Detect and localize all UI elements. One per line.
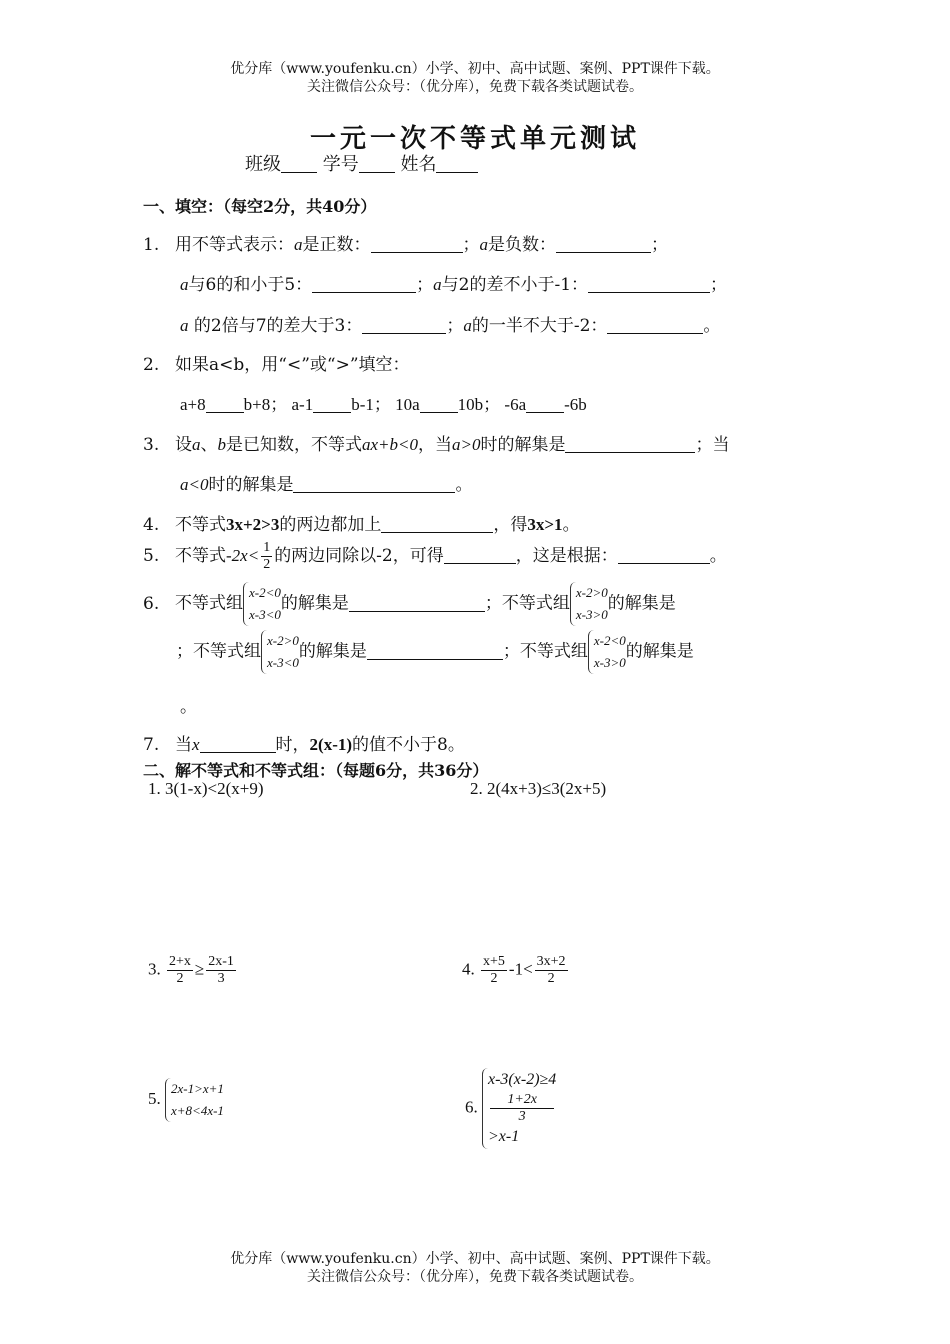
q4-text: 的两边都加上 [279, 515, 382, 535]
section-2-heading: 二、解不等式和不等式组：（每题6分，共36分） [143, 761, 489, 780]
question-2-line-1 [143, 352, 410, 378]
numerator: 1+2x [490, 1092, 554, 1109]
system-line: x-2>0 [575, 585, 608, 600]
answer-blank[interactable] [556, 234, 651, 253]
system-line: x-3<0 [249, 607, 281, 622]
fraction [167, 954, 193, 987]
answer-blank[interactable] [206, 394, 244, 413]
fraction [535, 954, 568, 987]
q1-a2: 是负数： [488, 235, 556, 255]
q5-fraction [261, 540, 272, 573]
footer-line-1: 优分库（www.youfenku.cn）小学、初中、高中试题、案例、PPT课件下载。 [230, 1251, 720, 1267]
q3-condition: a>0 [452, 435, 481, 454]
q2-expr: b-1 [351, 395, 374, 414]
answer-blank[interactable] [618, 545, 710, 564]
problem-expr: 3(1-x)<2(x+9) [165, 779, 264, 798]
q6-system-2 [570, 582, 608, 626]
denominator: 3 [217, 971, 225, 986]
q7-expr: 2(x-1) [309, 735, 353, 754]
numerator: 2+x [169, 954, 191, 969]
footer-line-2: 关注微信公众号：（优分库），免费下载各类试题试卷。 [307, 1269, 643, 1285]
name-label: 姓名 [400, 154, 437, 175]
q6-system-3 [261, 630, 299, 674]
q3-inequality: ax+b<0 [362, 435, 418, 454]
class-blank[interactable] [281, 154, 317, 173]
answer-blank[interactable] [349, 593, 485, 612]
q3-text: 是已知数，不等式 [226, 435, 362, 455]
header-line-2: 关注微信公众号：（优分库），免费下载各类试题试卷。 [307, 79, 643, 95]
answer-blank[interactable] [313, 394, 351, 413]
q3-text: 设 [175, 435, 192, 455]
q3-text: 、 [200, 435, 218, 455]
q5-lhs: -2x< [226, 546, 260, 565]
q5-text: ，这是根据： [515, 546, 618, 566]
q3-text: 时的解集是 [480, 435, 566, 455]
system-line: x+8<4x-1 [171, 1103, 224, 1118]
q2-expr: 10a [395, 395, 420, 414]
operator: -1< [508, 959, 533, 979]
q2-expr: a+8 [180, 395, 206, 414]
system-line: x-3>0 [593, 655, 626, 670]
class-label: 班级 [245, 154, 281, 175]
q2-expr: 10b [457, 395, 484, 414]
q4-inequality: 3x+2>3 [226, 515, 280, 534]
q2-expr: b+8 [243, 395, 271, 414]
problem-2 [470, 776, 606, 802]
q2-expr: a-1 [291, 395, 314, 414]
denominator: 2 [547, 971, 555, 986]
q6-system-4 [588, 630, 626, 674]
q4-text: 不等式 [175, 515, 226, 535]
answer-blank[interactable] [312, 274, 416, 293]
q1-intro: 用不等式表示： [175, 235, 294, 255]
operator: ≥ [194, 959, 205, 979]
question-number: 6. [143, 593, 160, 614]
q3-text: ，当 [418, 435, 452, 455]
problem-number: 4. [462, 959, 475, 979]
problem-3 [148, 954, 238, 987]
q6-text: ；不等式组 [502, 641, 588, 662]
problem-system [482, 1068, 556, 1149]
q3-text: ；当 [695, 435, 730, 455]
problem-number: 1. [148, 779, 161, 798]
problem-number: 5. [148, 1088, 161, 1108]
q6-text: 不等式组 [193, 641, 261, 662]
denominator: 2 [263, 557, 271, 572]
page-title: 一元一次不等式单元测试 [309, 124, 640, 154]
question-6-line-1 [143, 582, 676, 626]
question-6-line-2: ；不等式组 x-2>0 x-3<0 的解集是 ；不等式组 x-2<0 x-3>0 的解集是 [176, 630, 694, 674]
answer-blank[interactable] [588, 274, 710, 293]
answer-blank[interactable] [200, 734, 276, 753]
numerator: 3x+2 [536, 954, 566, 969]
denominator: 3 [518, 1109, 526, 1124]
problem-4 [462, 954, 570, 987]
problem-6 [465, 1068, 556, 1149]
q7-text: 的值不小于8。 [352, 735, 465, 755]
fraction [206, 954, 236, 987]
q3-text: 时的解集是 [208, 475, 294, 495]
system-line: 2x-1>x+1 [171, 1081, 224, 1096]
question-number: 3. [143, 435, 160, 455]
problem-5 [148, 1078, 224, 1122]
q6-text: 的解集是 [607, 593, 676, 614]
question-3-line-1: 3. 设a、b是已知数，不等式ax+b<0，当a>0时的解集是 ；当 [143, 432, 729, 458]
q1-a6: 的一半不大于-2： [471, 316, 608, 336]
q7-var: x [192, 735, 200, 754]
number-blank[interactable] [359, 154, 395, 173]
q7-text: 当 [175, 735, 192, 755]
question-4: 4. 不等式3x+2>3的两边都加上 ，得3x>1。 [143, 512, 580, 538]
numerator: x+5 [483, 954, 505, 969]
q4-result: 3x>1 [527, 515, 563, 534]
fraction [481, 954, 507, 987]
answer-blank[interactable] [381, 514, 493, 533]
q6-text: 的解集是 [298, 641, 367, 662]
header-line-1: 优分库（www.youfenku.cn）小学、初中、高中试题、案例、PPT课件下载。 [230, 61, 720, 77]
system-line: x-2<0 [249, 585, 281, 600]
q5-text: 不等式 [175, 546, 226, 566]
fraction [490, 1092, 554, 1125]
question-number: 1. [143, 235, 160, 255]
question-number: 4. [143, 515, 160, 535]
answer-blank[interactable] [420, 394, 458, 413]
q3-condition: a<0 [180, 475, 209, 494]
q1-a1: 是正数： [302, 235, 371, 255]
system-line: x-3<0 [267, 655, 299, 670]
answer-blank[interactable] [293, 474, 455, 493]
student-info [245, 150, 478, 176]
problem-system [165, 1078, 224, 1122]
answer-blank[interactable] [565, 434, 695, 453]
answer-blank[interactable] [526, 394, 564, 413]
answer-blank[interactable] [371, 234, 463, 253]
question-5: 5. 不等式-2x< $\frac{1}{2}$ 的两边同除以-2，可得 ，这是根据： 。 [143, 540, 727, 572]
system-rhs: >x-1 [488, 1128, 520, 1145]
system-line: x-2<0 [593, 633, 626, 648]
q6-text: 的解集是 [625, 641, 694, 662]
question-6-end: 。 [180, 697, 197, 717]
numerator: 1 [263, 540, 271, 555]
system-line: x-2>0 [267, 633, 299, 648]
question-number: 5. [143, 546, 160, 566]
system-line [488, 1092, 556, 1149]
question-1-line-2: a与6的和小于5： ；a与2的差不小于-1： ； [180, 275, 728, 295]
question-2-line-2: a+8 b+8； a-1 b-1； 10a 10b； -6a -6b [180, 395, 587, 414]
section-1-heading: 一、填空：（每空2分，共40分） [143, 197, 377, 216]
answer-blank[interactable] [607, 315, 703, 334]
q5-text: 的两边同除以-2，可得 [274, 546, 444, 566]
question-3-line-2: a<0时的解集是 。 [180, 475, 473, 495]
question-7 [143, 732, 465, 758]
answer-blank[interactable] [367, 641, 503, 660]
q6-text: ；不等式组 [484, 593, 570, 614]
q6-text: 的解集是 [280, 593, 349, 614]
q2-text: 如果a<b，用“<”或“>”填空： [175, 355, 410, 375]
problem-number: 3. [148, 959, 161, 979]
q2-expr: -6b [564, 395, 587, 414]
question-1-line-3: a 的2倍与7的差大于3： ；a的一半不大于-2： 。 [180, 316, 721, 336]
denominator: 2 [176, 971, 184, 986]
question-number: 2. [143, 355, 160, 375]
denominator: 2 [490, 971, 498, 986]
q1-a4: 与2的差不小于-1： [441, 275, 589, 295]
q6-system-1 [243, 582, 281, 626]
q6-text: 不等式组 [175, 593, 243, 614]
system-line: x-3>0 [575, 607, 608, 622]
problem-number: 2. [470, 779, 483, 798]
numerator: 2x-1 [208, 954, 234, 969]
q2-expr: -6a [504, 395, 527, 414]
question-number: 7. [143, 735, 160, 755]
question-1-line-1: 1. 用不等式表示：a是正数： ；a是负数： ； [143, 232, 668, 258]
answer-blank[interactable] [362, 315, 446, 334]
system-line: x-3(x-2)≥4 [488, 1071, 557, 1088]
answer-blank[interactable] [444, 545, 516, 564]
q1-a5: 的2倍与7的差大于3： [188, 316, 363, 336]
q1-a3: 与6的和小于5： [188, 275, 313, 295]
problem-1 [148, 776, 263, 802]
name-blank[interactable] [436, 154, 478, 173]
number-label: 学号 [322, 154, 359, 175]
q7-text: 时， [275, 735, 310, 755]
problem-number: 6. [465, 1097, 478, 1117]
problem-expr: 2(4x+3)≤3(2x+5) [487, 779, 607, 798]
q4-text: ，得 [493, 515, 528, 535]
